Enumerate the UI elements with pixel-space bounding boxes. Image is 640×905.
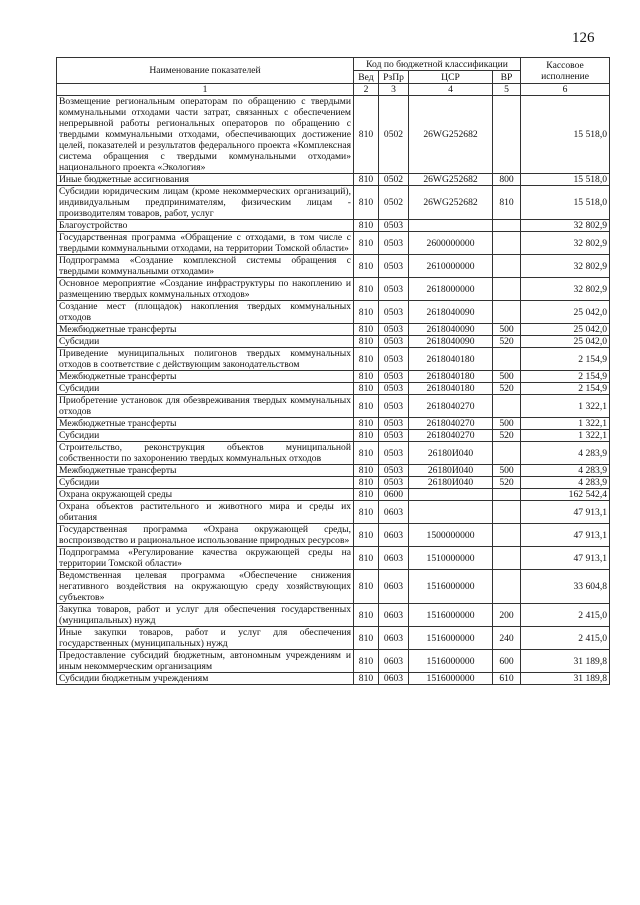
table-row bbox=[57, 336, 610, 348]
cell-rzpr: 0603 bbox=[379, 604, 409, 627]
cell-ved: 810 bbox=[354, 371, 379, 383]
cell-name: Возмещение региональным операторам по обращению с твердыми коммунальными отходами части затрат, связанных с обеспечением непрерывной работы региональных операторов по обращению с твердыми коммунальными отходами, обеспечивающих достижение целей, показателей и результатов федерального проекта «Комплексная система обращения с твердыми коммунальными отходами» национального проекта «Экология» bbox=[57, 96, 354, 174]
cell-ved: 810 bbox=[354, 301, 379, 324]
cell-amount: 47 913,1 bbox=[521, 547, 610, 570]
table-row bbox=[57, 348, 610, 371]
cell-ved: 810 bbox=[354, 627, 379, 650]
cell-amount: 15 518,0 bbox=[521, 174, 610, 186]
cell-csr: 2618040090 bbox=[409, 336, 493, 348]
cell-csr: 2618040180 bbox=[409, 383, 493, 395]
cell-ved: 810 bbox=[354, 395, 379, 418]
cell-name: Ведомственная целевая программа «Обеспечение снижения негативного воздействия на окружающую среду хозяйствующих субъектов» bbox=[57, 570, 354, 604]
cell-vr bbox=[493, 501, 521, 524]
cell-amount: 2 154,9 bbox=[521, 348, 610, 371]
cell-name: Субсидии бюджетным учреждениям bbox=[57, 673, 354, 685]
cell-amount: 162 542,4 bbox=[521, 489, 610, 501]
table-row bbox=[57, 232, 610, 255]
cell-rzpr: 0503 bbox=[379, 371, 409, 383]
cell-amount: 31 189,8 bbox=[521, 650, 610, 673]
cell-rzpr: 0503 bbox=[379, 255, 409, 278]
cell-csr: 2618040270 bbox=[409, 430, 493, 442]
cell-rzpr: 0502 bbox=[379, 96, 409, 174]
cell-name: Благоустройство bbox=[57, 220, 354, 232]
cell-rzpr: 0603 bbox=[379, 524, 409, 547]
cell-csr: 2618000000 bbox=[409, 278, 493, 301]
header-amount: Кассовое исполнение bbox=[521, 58, 610, 84]
cell-rzpr: 0503 bbox=[379, 442, 409, 465]
table-row bbox=[57, 174, 610, 186]
cell-csr: 2600000000 bbox=[409, 232, 493, 255]
cell-amount: 32 802,9 bbox=[521, 255, 610, 278]
cell-rzpr: 0503 bbox=[379, 220, 409, 232]
cell-vr bbox=[493, 489, 521, 501]
cell-name: Субсидии bbox=[57, 477, 354, 489]
cell-vr: 520 bbox=[493, 430, 521, 442]
cell-name: Государственная программа «Обращение с отходами, в том числе с твердыми коммунальными отходами, на территории Томской области» bbox=[57, 232, 354, 255]
column-number: 4 bbox=[409, 84, 493, 96]
cell-amount: 2 154,9 bbox=[521, 383, 610, 395]
cell-amount: 32 802,9 bbox=[521, 278, 610, 301]
budget-table bbox=[56, 57, 610, 685]
cell-csr: 2618040270 bbox=[409, 418, 493, 430]
cell-vr: 500 bbox=[493, 418, 521, 430]
cell-vr: 500 bbox=[493, 465, 521, 477]
cell-ved: 810 bbox=[354, 501, 379, 524]
cell-amount: 4 283,9 bbox=[521, 477, 610, 489]
cell-amount: 2 154,9 bbox=[521, 371, 610, 383]
cell-amount: 47 913,1 bbox=[521, 524, 610, 547]
cell-vr: 800 bbox=[493, 174, 521, 186]
cell-csr: 1516000000 bbox=[409, 627, 493, 650]
cell-rzpr: 0502 bbox=[379, 174, 409, 186]
column-number: 5 bbox=[493, 84, 521, 96]
header-ved: Вед bbox=[354, 71, 379, 84]
table-row bbox=[57, 465, 610, 477]
cell-rzpr: 0503 bbox=[379, 465, 409, 477]
header-name: Наименование показателей bbox=[57, 58, 354, 84]
cell-name: Межбюджетные трансферты bbox=[57, 418, 354, 430]
cell-rzpr: 0503 bbox=[379, 278, 409, 301]
cell-name: Иные закупки товаров, работ и услуг для обеспечения государственных (муниципальных) нужд bbox=[57, 627, 354, 650]
table-row bbox=[57, 186, 610, 220]
table-row bbox=[57, 96, 610, 174]
cell-name: Субсидии юридическим лицам (кроме некоммерческих организаций), индивидуальным предпринимателям, физическим лицам - производителям товаров, работ, услуг bbox=[57, 186, 354, 220]
column-number: 2 bbox=[354, 84, 379, 96]
table-row bbox=[57, 371, 610, 383]
cell-vr bbox=[493, 570, 521, 604]
column-number: 3 bbox=[379, 84, 409, 96]
cell-vr bbox=[493, 278, 521, 301]
cell-csr: 1516000000 bbox=[409, 673, 493, 685]
cell-amount: 1 322,1 bbox=[521, 430, 610, 442]
table-row bbox=[57, 442, 610, 465]
column-number: 1 bbox=[57, 84, 354, 96]
cell-ved: 810 bbox=[354, 477, 379, 489]
cell-csr: 1500000000 bbox=[409, 524, 493, 547]
cell-vr bbox=[493, 395, 521, 418]
cell-vr bbox=[493, 524, 521, 547]
table-row bbox=[57, 501, 610, 524]
cell-amount: 31 189,8 bbox=[521, 673, 610, 685]
cell-amount: 25 042,0 bbox=[521, 324, 610, 336]
cell-amount: 15 518,0 bbox=[521, 96, 610, 174]
header-code-group: Код по бюджетной классификации bbox=[354, 58, 521, 71]
cell-name: Приведение муниципальных полигонов твердых коммунальных отходов в соответствие с действующим законодательством bbox=[57, 348, 354, 371]
cell-name: Государственная программа «Охрана окружающей среды, воспроизводство и рациональное использование природных ресурсов» bbox=[57, 524, 354, 547]
cell-name: Подпрограмма «Создание комплексной системы обращения с твердыми коммунальными отходами» bbox=[57, 255, 354, 278]
cell-csr: 1516000000 bbox=[409, 650, 493, 673]
cell-ved: 810 bbox=[354, 186, 379, 220]
table-row bbox=[57, 395, 610, 418]
cell-vr: 500 bbox=[493, 324, 521, 336]
cell-ved: 810 bbox=[354, 465, 379, 477]
column-number: 6 bbox=[521, 84, 610, 96]
cell-csr: 26180И040 bbox=[409, 442, 493, 465]
cell-name: Предоставление субсидий бюджетным, автономным учреждениям и иным некоммерческим организациям bbox=[57, 650, 354, 673]
cell-amount: 2 415,0 bbox=[521, 627, 610, 650]
cell-csr bbox=[409, 489, 493, 501]
cell-name: Межбюджетные трансферты bbox=[57, 465, 354, 477]
cell-csr: 1516000000 bbox=[409, 604, 493, 627]
cell-vr bbox=[493, 547, 521, 570]
cell-name: Охрана окружающей среды bbox=[57, 489, 354, 501]
cell-amount: 25 042,0 bbox=[521, 336, 610, 348]
cell-vr bbox=[493, 301, 521, 324]
cell-amount: 1 322,1 bbox=[521, 395, 610, 418]
cell-ved: 810 bbox=[354, 524, 379, 547]
cell-ved: 810 bbox=[354, 650, 379, 673]
cell-amount: 4 283,9 bbox=[521, 442, 610, 465]
table-row bbox=[57, 220, 610, 232]
cell-amount: 4 283,9 bbox=[521, 465, 610, 477]
cell-csr: 2618040180 bbox=[409, 348, 493, 371]
cell-csr bbox=[409, 501, 493, 524]
cell-amount: 47 913,1 bbox=[521, 501, 610, 524]
table-body bbox=[57, 96, 610, 685]
cell-amount: 2 415,0 bbox=[521, 604, 610, 627]
cell-csr: 2618040090 bbox=[409, 324, 493, 336]
header-vr: ВР bbox=[493, 71, 521, 84]
table-row bbox=[57, 278, 610, 301]
cell-rzpr: 0502 bbox=[379, 186, 409, 220]
cell-vr: 500 bbox=[493, 371, 521, 383]
table-row bbox=[57, 324, 610, 336]
page-number: 126 bbox=[572, 30, 595, 46]
cell-vr bbox=[493, 232, 521, 255]
cell-ved: 810 bbox=[354, 96, 379, 174]
cell-ved: 810 bbox=[354, 255, 379, 278]
cell-ved: 810 bbox=[354, 430, 379, 442]
cell-name: Субсидии bbox=[57, 336, 354, 348]
cell-vr bbox=[493, 348, 521, 371]
table-row bbox=[57, 673, 610, 685]
cell-name: Межбюджетные трансферты bbox=[57, 324, 354, 336]
cell-vr: 600 bbox=[493, 650, 521, 673]
cell-vr bbox=[493, 442, 521, 465]
cell-name: Закупка товаров, работ и услуг для обеспечения государственных (муниципальных) нужд bbox=[57, 604, 354, 627]
cell-vr: 240 bbox=[493, 627, 521, 650]
cell-rzpr: 0503 bbox=[379, 418, 409, 430]
table-row bbox=[57, 383, 610, 395]
cell-rzpr: 0603 bbox=[379, 673, 409, 685]
cell-amount: 33 604,8 bbox=[521, 570, 610, 604]
table-row bbox=[57, 524, 610, 547]
cell-name: Межбюджетные трансферты bbox=[57, 371, 354, 383]
cell-rzpr: 0503 bbox=[379, 232, 409, 255]
cell-ved: 810 bbox=[354, 604, 379, 627]
cell-ved: 810 bbox=[354, 570, 379, 604]
table-row bbox=[57, 570, 610, 604]
cell-ved: 810 bbox=[354, 489, 379, 501]
cell-ved: 810 bbox=[354, 383, 379, 395]
cell-ved: 810 bbox=[354, 220, 379, 232]
cell-name: Иные бюджетные ассигнования bbox=[57, 174, 354, 186]
cell-amount: 32 802,9 bbox=[521, 232, 610, 255]
cell-rzpr: 0603 bbox=[379, 650, 409, 673]
cell-rzpr: 0503 bbox=[379, 430, 409, 442]
cell-csr: 2610000000 bbox=[409, 255, 493, 278]
cell-vr bbox=[493, 96, 521, 174]
cell-ved: 810 bbox=[354, 442, 379, 465]
header-csr: ЦСР bbox=[409, 71, 493, 84]
cell-rzpr: 0503 bbox=[379, 383, 409, 395]
table-row bbox=[57, 301, 610, 324]
cell-name: Создание мест (площадок) накопления твердых коммунальных отходов bbox=[57, 301, 354, 324]
cell-rzpr: 0603 bbox=[379, 627, 409, 650]
table-row bbox=[57, 650, 610, 673]
cell-csr: 26WG252682 bbox=[409, 186, 493, 220]
cell-csr: 2618040180 bbox=[409, 371, 493, 383]
table-row bbox=[57, 255, 610, 278]
cell-name: Субсидии bbox=[57, 383, 354, 395]
cell-csr: 26WG252682 bbox=[409, 96, 493, 174]
cell-name: Строительство, реконструкция объектов муниципальной собственности по захоронению твердых коммунальных отходов bbox=[57, 442, 354, 465]
cell-csr: 26WG252682 bbox=[409, 174, 493, 186]
cell-csr: 1510000000 bbox=[409, 547, 493, 570]
cell-amount: 25 042,0 bbox=[521, 301, 610, 324]
cell-vr bbox=[493, 255, 521, 278]
cell-ved: 810 bbox=[354, 324, 379, 336]
cell-rzpr: 0503 bbox=[379, 348, 409, 371]
cell-vr: 520 bbox=[493, 477, 521, 489]
cell-ved: 810 bbox=[354, 232, 379, 255]
cell-vr bbox=[493, 220, 521, 232]
cell-name: Субсидии bbox=[57, 430, 354, 442]
cell-ved: 810 bbox=[354, 174, 379, 186]
cell-amount: 15 518,0 bbox=[521, 186, 610, 220]
cell-name: Основное мероприятие «Создание инфраструктуры по накоплению и размещению твердых коммунальных отходов» bbox=[57, 278, 354, 301]
table-row bbox=[57, 430, 610, 442]
cell-csr: 1516000000 bbox=[409, 570, 493, 604]
cell-name: Охрана объектов растительного и животного мира и среды их обитания bbox=[57, 501, 354, 524]
cell-vr: 810 bbox=[493, 186, 521, 220]
cell-ved: 810 bbox=[354, 547, 379, 570]
table-row bbox=[57, 547, 610, 570]
cell-name: Подпрограмма «Регулирование качества окружающей среды на территории Томской области» bbox=[57, 547, 354, 570]
cell-rzpr: 0503 bbox=[379, 336, 409, 348]
table-row bbox=[57, 489, 610, 501]
cell-vr: 610 bbox=[493, 673, 521, 685]
cell-amount: 1 322,1 bbox=[521, 418, 610, 430]
table-row bbox=[57, 604, 610, 627]
cell-csr bbox=[409, 220, 493, 232]
cell-csr: 26180И040 bbox=[409, 477, 493, 489]
cell-ved: 810 bbox=[354, 336, 379, 348]
header-rzpr: РзПр bbox=[379, 71, 409, 84]
cell-ved: 810 bbox=[354, 418, 379, 430]
cell-rzpr: 0603 bbox=[379, 570, 409, 604]
cell-rzpr: 0503 bbox=[379, 477, 409, 489]
cell-ved: 810 bbox=[354, 673, 379, 685]
table-row bbox=[57, 418, 610, 430]
cell-vr: 200 bbox=[493, 604, 521, 627]
cell-csr: 26180И040 bbox=[409, 465, 493, 477]
cell-ved: 810 bbox=[354, 348, 379, 371]
cell-vr: 520 bbox=[493, 383, 521, 395]
cell-rzpr: 0503 bbox=[379, 324, 409, 336]
cell-rzpr: 0603 bbox=[379, 501, 409, 524]
cell-csr: 2618040090 bbox=[409, 301, 493, 324]
cell-rzpr: 0603 bbox=[379, 547, 409, 570]
cell-ved: 810 bbox=[354, 278, 379, 301]
cell-name: Приобретение установок для обезвреживания твердых коммунальных отходов bbox=[57, 395, 354, 418]
cell-rzpr: 0503 bbox=[379, 301, 409, 324]
table-row bbox=[57, 477, 610, 489]
table-row bbox=[57, 627, 610, 650]
cell-csr: 2618040270 bbox=[409, 395, 493, 418]
cell-amount: 32 802,9 bbox=[521, 220, 610, 232]
cell-rzpr: 0503 bbox=[379, 395, 409, 418]
cell-vr: 520 bbox=[493, 336, 521, 348]
cell-rzpr: 0600 bbox=[379, 489, 409, 501]
